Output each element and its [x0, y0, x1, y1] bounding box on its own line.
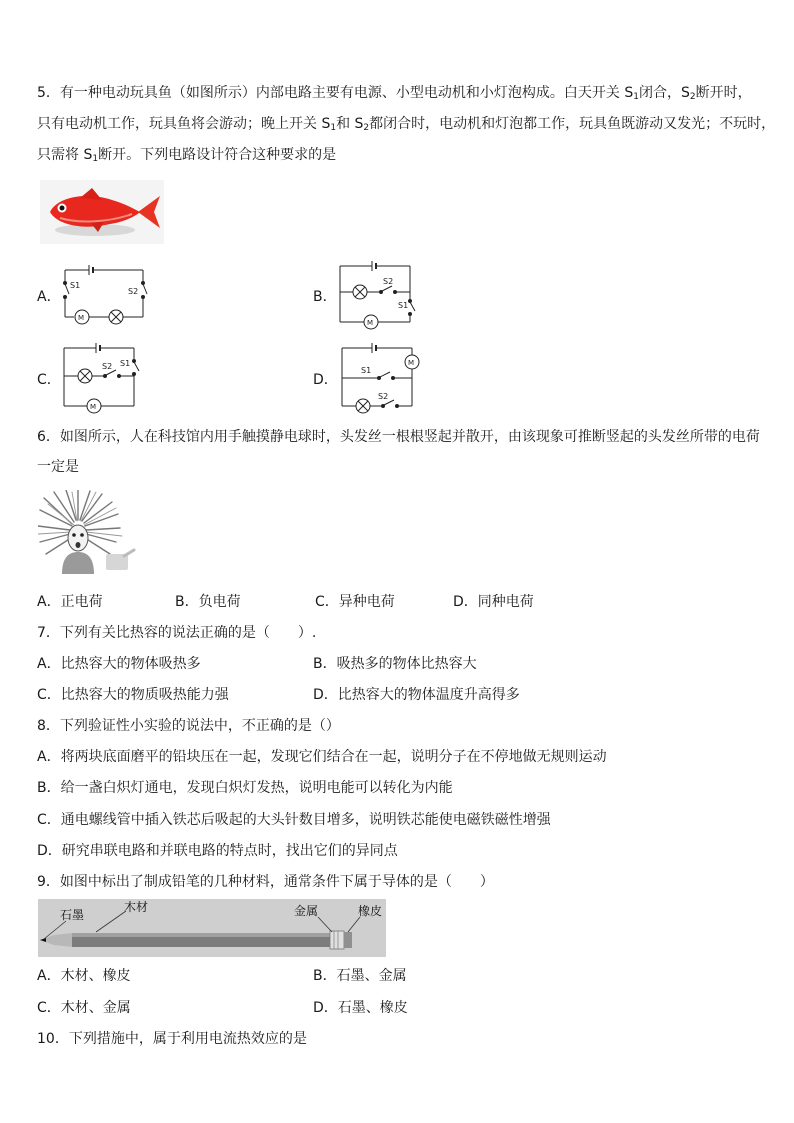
label-eraser: 橡皮 — [358, 904, 383, 918]
q5-option-b-label[interactable]: B． — [313, 289, 337, 305]
label-motor: M — [90, 403, 97, 411]
q9-stem: 9．如图中标出了制成铅笔的几种材料，通常条件下属于导体的是（ ） — [37, 874, 494, 890]
static-hair-girl-image — [38, 490, 138, 574]
q5-stem-line3: 只需将 $S_1$断开。下列电路设计符合这种要求的是 — [37, 147, 337, 164]
q6-option-b[interactable]: B．负电荷 — [175, 594, 241, 610]
q9-option-c[interactable]: C．木材、金属 — [37, 1000, 131, 1016]
label-motor: M — [408, 359, 415, 367]
label-s1: S1 — [120, 359, 131, 368]
q5-option-c-circuit — [58, 340, 142, 416]
label-s1: S1 — [70, 281, 81, 290]
q7-option-b[interactable]: B．吸热多的物体比热容大 — [313, 656, 477, 672]
q6-stem-line2: 一定是 — [37, 459, 79, 475]
q8-option-b[interactable]: B．给一盏白炽灯通电，发现白炽灯发热，说明电能可以转化为内能 — [37, 780, 453, 796]
q6-option-c[interactable]: C．异种电荷 — [315, 594, 395, 610]
label-s2: S2 — [378, 392, 389, 401]
q6-option-a[interactable]: A．正电荷 — [37, 594, 103, 610]
label-s2: S2 — [383, 277, 394, 286]
label-s1: S1 — [361, 366, 372, 375]
q6-stem-line1: 6．如图所示，人在科技馆内用手触摸静电球时，头发丝一根根竖起并散开，由该现象可推断竖起的头发丝所带的电荷 — [37, 429, 760, 445]
q8-option-a[interactable]: A．将两块底面磨平的铅块压在一起，发现它们结合在一起，说明分子在不停地做无规则运动 — [37, 749, 607, 765]
q5-option-a-circuit — [58, 260, 150, 328]
q7-option-c[interactable]: C．比热容大的物质吸热能力强 — [37, 687, 229, 703]
q7-option-a[interactable]: A．比热容大的物体吸热多 — [37, 656, 201, 672]
q5-option-d-circuit — [334, 340, 422, 416]
q5-stem-line1: 5．有一种电动玩具鱼（如图所示）内部电路主要有电源、小型电动机和小灯泡构成。白天开关 $S_1$闭合，$S_2$断开时， — [37, 85, 752, 102]
q8-option-d[interactable]: D．研究串联电路和并联电路的特点时，找出它们的异同点 — [37, 843, 398, 859]
label-metal: 金属 — [294, 904, 319, 918]
q5-option-a-label[interactable]: A． — [37, 289, 61, 305]
q5-stem-line2: 只有电动机工作，玩具鱼将会游动；晚上开关 $S_1$和 $S_2$都闭合时，电动机和灯泡都工作，玩具鱼既游动又发光；不玩时， — [37, 116, 776, 133]
q8-stem: 8．下列验证性小实验的说法中，不正确的是（） — [37, 718, 340, 734]
q9-option-a[interactable]: A．木材、橡皮 — [37, 968, 131, 984]
q5-option-c-label[interactable]: C． — [37, 372, 61, 388]
q7-stem: 7．下列有关比热容的说法正确的是（ ）. — [37, 625, 317, 641]
label-motor: M — [78, 314, 85, 322]
label-graphite: 石墨 — [60, 908, 85, 922]
q9-option-d[interactable]: D．石墨、橡皮 — [313, 1000, 408, 1016]
q8-option-c[interactable]: C．通电螺线管中插入铁芯后吸起的大头针数目增多，说明铁芯能使电磁铁磁性增强 — [37, 812, 551, 828]
label-motor: M — [367, 319, 374, 327]
q5-option-b-circuit — [332, 256, 420, 332]
q7-option-d[interactable]: D．比热容大的物体温度升高得多 — [313, 687, 520, 703]
pencil-materials-image — [38, 899, 386, 957]
label-s1: S1 — [398, 301, 409, 310]
label-s2: S2 — [128, 287, 139, 296]
q6-option-d[interactable]: D．同种电荷 — [453, 594, 534, 610]
toy-fish-image — [40, 180, 164, 244]
q5-option-d-label[interactable]: D． — [313, 372, 338, 388]
label-s2: S2 — [102, 362, 113, 371]
q9-option-b[interactable]: B．石墨、金属 — [313, 968, 407, 984]
label-wood: 木材 — [124, 900, 149, 914]
q10-stem: 10．下列措施中，属于利用电流热效应的是 — [37, 1031, 307, 1047]
